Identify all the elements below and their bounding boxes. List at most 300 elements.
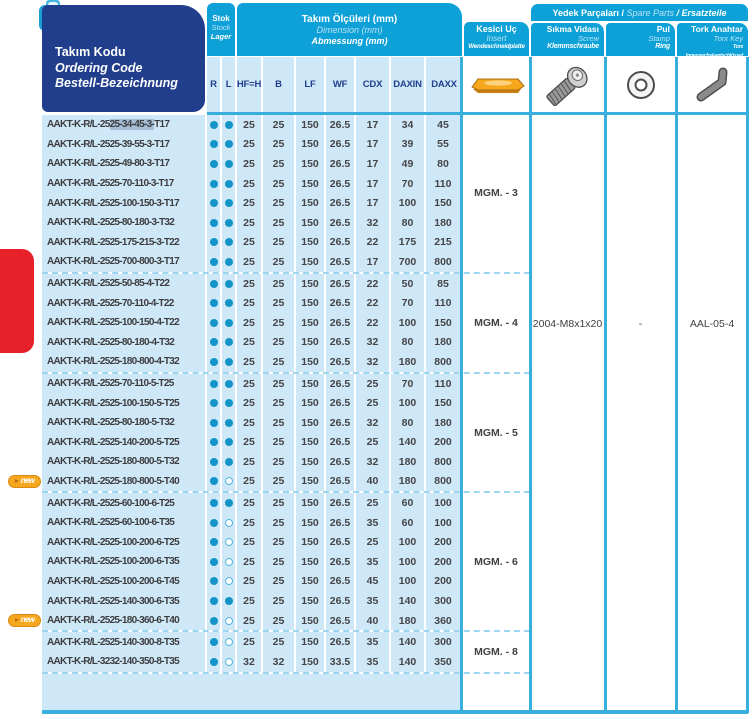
table-row [42, 135, 462, 155]
dim-value: 25 [237, 333, 263, 353]
dim-value: 150 [296, 433, 326, 453]
stock-dot-r [210, 519, 218, 527]
dim-value: 25 [237, 493, 263, 513]
stamp-label-en: Stamp [648, 33, 670, 43]
dim-value: 22 [356, 274, 391, 294]
stock-r-cell [207, 213, 222, 233]
stock-dot-r [210, 438, 218, 446]
stock-dot-r [210, 121, 218, 129]
dim-value: 26.5 [326, 274, 356, 294]
stock-dot-l [225, 399, 233, 407]
stock-dot-r [210, 358, 218, 366]
dim-value: 26.5 [326, 452, 356, 472]
stock-dot-r [210, 638, 218, 646]
stock-dot-r [210, 160, 218, 168]
stock-r-cell [207, 433, 222, 453]
stock-dot-l [225, 597, 233, 605]
dim-value: 150 [296, 135, 326, 155]
dim-value: 32 [356, 452, 391, 472]
stock-dot-r [210, 658, 218, 666]
stock-l-cell [222, 493, 237, 513]
dims-label-tr: Takım Ölçüleri (mm) [301, 14, 398, 25]
dim-value: 25 [263, 591, 296, 611]
table-row [42, 293, 462, 313]
table-row [42, 274, 462, 294]
ordering-code[interactable]: AAKT-K-R/L-25 25-34-45-3- T17 [42, 115, 207, 135]
stock-dot-r [210, 199, 218, 207]
dim-value: 26.5 [326, 174, 356, 194]
table-tail [42, 674, 462, 712]
dims-label-en: Dimension (mm) [316, 25, 383, 35]
stamp-label-de: Ring [655, 43, 670, 50]
table-row [42, 493, 462, 513]
dim-value: 26.5 [326, 532, 356, 552]
dim-value: 800 [426, 472, 462, 492]
table-row [42, 213, 462, 233]
dim-value: 300 [426, 632, 462, 652]
ordering-code[interactable]: AAKT-K-R/L-2525-80-180-3-T32 [42, 213, 207, 233]
dim-value: 25 [237, 532, 263, 552]
dim-value: 40 [356, 611, 391, 631]
stock-r-cell [207, 374, 222, 394]
dim-value: 26.5 [326, 313, 356, 333]
dim-value: 32 [356, 213, 391, 233]
dim-value: 140 [391, 591, 426, 611]
insert-label-en: Insert [486, 34, 507, 43]
dim-value: 25 [237, 313, 263, 333]
dim-value: 26.5 [326, 213, 356, 233]
dim-value: 100 [391, 572, 426, 592]
dim-value: 25 [237, 352, 263, 372]
stock-dot-r [210, 258, 218, 266]
column-header-cdx: CDX [356, 57, 391, 112]
dim-value: 17 [356, 193, 391, 213]
dim-value: 150 [296, 632, 326, 652]
dim-value: 25 [263, 374, 296, 394]
dim-value: 800 [426, 452, 462, 472]
stock-dot-r [210, 380, 218, 388]
stock-r-cell [207, 393, 222, 413]
table-row [42, 652, 462, 672]
group-rows [42, 115, 462, 272]
column-header-daxx: DAXX [426, 57, 462, 112]
dim-value: 300 [426, 591, 462, 611]
dim-value: 100 [391, 193, 426, 213]
ordering-code[interactable]: AAKT-K-R/L-2525-70-110-4-T22 [42, 293, 207, 313]
insert-code: MGM. - 8 [462, 632, 530, 671]
stock-dot-r [210, 299, 218, 307]
dim-value: 17 [356, 135, 391, 155]
dim-value: 32 [356, 333, 391, 353]
table-row [42, 413, 462, 433]
stock-dot-r [210, 458, 218, 466]
insert-code: MGM. - 5 [462, 374, 530, 492]
stock-dot-l [225, 358, 233, 366]
stock-r-cell [207, 572, 222, 592]
dim-value: 25 [263, 413, 296, 433]
dim-value: 45 [426, 115, 462, 135]
dim-value: 70 [391, 174, 426, 194]
dim-value: 25 [237, 174, 263, 194]
dim-value: 80 [391, 213, 426, 233]
table-row [42, 333, 462, 353]
dim-value: 25 [237, 374, 263, 394]
dim-value: 150 [296, 611, 326, 631]
ordering-code[interactable]: AAKT-K-R/L-2525-100-200-6-T35 [42, 552, 207, 572]
ordering-code[interactable]: AAKT-K-R/L-2525-140-200-5-T25 [42, 433, 207, 453]
stock-dot-l [225, 558, 233, 566]
stock-dot-r [210, 499, 218, 507]
ordering-code[interactable]: AAKT-K-R/L-2525-140-300-6-T35 [42, 591, 207, 611]
screw-value: 2004-M8x1x20 [532, 318, 603, 330]
dim-value: 32 [356, 413, 391, 433]
dim-value: 26.5 [326, 552, 356, 572]
stock-l-cell [222, 193, 237, 213]
dim-value: 25 [237, 413, 263, 433]
dim-value: 25 [263, 513, 296, 533]
new-badge-label: new [20, 476, 35, 486]
stock-r-cell [207, 472, 222, 492]
dim-value: 215 [426, 233, 462, 253]
dim-value: 26.5 [326, 393, 356, 413]
table-row [42, 552, 462, 572]
stock-l-cell [222, 352, 237, 372]
stock-l-cell [222, 374, 237, 394]
dim-value: 25 [263, 313, 296, 333]
stock-l-cell [222, 413, 237, 433]
torx-value: AAL-05-4 [689, 318, 735, 330]
stock-l-cell [222, 154, 237, 174]
stock-l-cell [222, 552, 237, 572]
stock-l-cell [222, 115, 237, 135]
ordering-code[interactable]: AAKT-K-R/L-3232-140-350-8-T35 [42, 652, 207, 672]
ordering-code[interactable]: AAKT-K-R/L-2525-100-150-3-T17 [42, 193, 207, 213]
group-rows [20, 493, 462, 630]
group-rows [42, 632, 462, 671]
stock-dot-l [225, 519, 233, 527]
dim-value: 32 [263, 652, 296, 672]
table-row [42, 193, 462, 213]
dim-value: 140 [391, 652, 426, 672]
dim-value: 700 [391, 252, 426, 272]
stock-l-cell [222, 393, 237, 413]
stock-dot-l [225, 299, 233, 307]
dim-value: 60 [391, 513, 426, 533]
spare-parts-band [531, 4, 748, 21]
dim-value: 85 [426, 274, 462, 294]
torx-label-de: Torx Innensechskantschlüssel [685, 44, 743, 56]
dim-value: 25 [356, 493, 391, 513]
dim-value: 25 [263, 352, 296, 372]
dim-value: 25 [263, 213, 296, 233]
dim-value: 150 [426, 193, 462, 213]
dim-value: 80 [391, 413, 426, 433]
stock-dot-l [225, 458, 233, 466]
stock-l-cell [222, 572, 237, 592]
stock-dot-l [225, 180, 233, 188]
stock-dot-l [225, 338, 233, 346]
header-title-en: Ordering Code [55, 60, 143, 75]
stock-l-cell [222, 274, 237, 294]
dim-value: 25 [237, 572, 263, 592]
dim-value: 25 [356, 433, 391, 453]
stock-l-cell [222, 174, 237, 194]
stock-dot-r [210, 617, 218, 625]
dim-value: 150 [296, 493, 326, 513]
stock-r-cell [207, 352, 222, 372]
stock-r-cell [207, 233, 222, 253]
ordering-code[interactable]: AAKT-K-R/L-2525-70-110-3-T17 [42, 174, 207, 194]
dim-value: 39 [391, 135, 426, 155]
washer-ring-icon [605, 57, 676, 112]
dim-value: 25 [356, 393, 391, 413]
ordering-code[interactable]: AAKT-K-R/L-2525-100-150-5-T25 [42, 393, 207, 413]
torx-header [677, 23, 748, 56]
dim-value: 25 [263, 572, 296, 592]
ordering-code[interactable]: AAKT-K-R/L-2525-100-200-6-T25 [42, 532, 207, 552]
stock-l-cell [222, 532, 237, 552]
ordering-code[interactable]: AAKT-K-R/L-2525-180-800-5-T32 [42, 452, 207, 472]
table-row [42, 313, 462, 333]
dim-value: 26.5 [326, 252, 356, 272]
table-row [42, 352, 462, 372]
ordering-code[interactable]: AAKT-K-R/L-2525-180-800-4-T32 [42, 352, 207, 372]
ordering-code[interactable]: AAKT-K-R/L-2525-60-100-6-T25 [42, 493, 207, 513]
insert-code: MGM. - 4 [462, 274, 530, 372]
stock-dot-r [210, 577, 218, 585]
stock-dot-l [225, 380, 233, 388]
stock-dot-r [210, 538, 218, 546]
dim-value: 25 [237, 252, 263, 272]
dim-value: 26.5 [326, 413, 356, 433]
spare-part-values [530, 314, 748, 334]
table-row [42, 452, 462, 472]
group-rows [42, 274, 462, 372]
dim-value: 25 [263, 174, 296, 194]
stock-label-de: Lager [210, 32, 232, 41]
dim-value: 35 [356, 632, 391, 652]
stock-r-cell [207, 174, 222, 194]
dim-value: 140 [391, 433, 426, 453]
dim-value: 25 [263, 433, 296, 453]
dim-value: 25 [237, 433, 263, 453]
ordering-code[interactable]: AAKT-K-R/L-2525-60-100-6-T35 [42, 513, 207, 533]
dim-value: 150 [296, 213, 326, 233]
stock-dot-l [225, 219, 233, 227]
stock-r-cell [207, 154, 222, 174]
ordering-code[interactable]: AAKT-K-R/L-2525-80-180-4-T32 [42, 333, 207, 353]
column-header-wf: WF [326, 57, 356, 112]
dim-value: 150 [296, 572, 326, 592]
new-badge [8, 614, 41, 627]
grid-line-v2 [529, 57, 532, 713]
dim-value: 150 [296, 552, 326, 572]
stock-l-cell [222, 611, 237, 631]
ordering-code[interactable]: AAKT-K-R/L-2525-175-215-3-T22 [42, 233, 207, 253]
spare-band-en: Spare Parts [626, 7, 675, 18]
dim-value: 110 [426, 174, 462, 194]
dim-value: 25 [263, 452, 296, 472]
dimensions-header [237, 3, 462, 56]
ordering-code[interactable]: AAKT-K-R/L-2525-50-85-4-T22 [42, 274, 207, 294]
dim-value: 25 [237, 135, 263, 155]
new-badge-arrow-icon [15, 479, 19, 483]
dim-value: 25 [237, 591, 263, 611]
table-row [42, 532, 462, 552]
new-badge-arrow-icon [15, 618, 19, 622]
stock-dot-l [225, 499, 233, 507]
stock-label-en: Stock [211, 23, 231, 32]
dim-value: 150 [296, 413, 326, 433]
ordering-code[interactable]: new AAKT-K-R/L-2525-180-360-6-T40 [42, 611, 207, 631]
dim-value: 200 [426, 532, 462, 552]
dim-value: 25 [263, 293, 296, 313]
ordering-code[interactable]: AAKT-K-R/L-2525-80-180-5-T32 [42, 413, 207, 433]
dim-value: 22 [356, 293, 391, 313]
dim-value: 25 [263, 611, 296, 631]
dim-value: 150 [296, 233, 326, 253]
dim-value: 25 [237, 293, 263, 313]
dim-value: 17 [356, 174, 391, 194]
table-group [42, 274, 530, 374]
spare-band-de: / Ersatzteile [674, 7, 727, 18]
dim-value: 50 [391, 274, 426, 294]
stock-r-cell [207, 532, 222, 552]
dim-value: 26.5 [326, 115, 356, 135]
ordering-code[interactable]: AAKT-K-R/L-2525-700-800-3-T17 [42, 252, 207, 272]
dim-value: 34 [391, 115, 426, 135]
stock-dot-r [210, 319, 218, 327]
stock-r-cell [207, 274, 222, 294]
table-row [42, 632, 462, 652]
stock-dot-l [225, 280, 233, 288]
stock-dot-l [225, 121, 233, 129]
table-row [42, 513, 462, 533]
dim-value: 200 [426, 552, 462, 572]
column-headers [207, 57, 462, 112]
dim-value: 35 [356, 591, 391, 611]
table-row [42, 393, 462, 413]
spare-band-tr: Yedek Parçaları / [552, 7, 627, 18]
stock-l-cell [222, 293, 237, 313]
stock-dot-r [210, 238, 218, 246]
dim-value: 150 [296, 472, 326, 492]
ordering-code[interactable]: AAKT-K-R/L-2525-100-150-4-T22 [42, 313, 207, 333]
stock-r-cell [207, 135, 222, 155]
dim-value: 25 [263, 193, 296, 213]
dim-value: 180 [426, 333, 462, 353]
stock-l-cell [222, 452, 237, 472]
stock-dot-l [225, 477, 233, 485]
column-header-r: R [207, 57, 222, 112]
stock-dot-r [210, 140, 218, 148]
stock-dot-r [210, 219, 218, 227]
dim-value: 150 [426, 313, 462, 333]
dim-value: 17 [356, 154, 391, 174]
dim-value: 33.5 [326, 652, 356, 672]
ordering-code[interactable]: AAKT-K-R/L-2525-140-300-8-T35 [42, 632, 207, 652]
stock-r-cell [207, 452, 222, 472]
dim-value: 25 [237, 632, 263, 652]
dim-value: 25 [263, 135, 296, 155]
ordering-code[interactable]: AAKT-K-R/L-2525-100-200-6-T45 [42, 572, 207, 592]
stock-dot-l [225, 638, 233, 646]
ordering-code[interactable]: AAKT-K-R/L-2525-49-80-3-T17 [42, 154, 207, 174]
dim-value: 180 [426, 413, 462, 433]
dim-value: 150 [296, 293, 326, 313]
dim-value: 25 [263, 274, 296, 294]
table-row [42, 374, 462, 394]
dim-value: 180 [391, 352, 426, 372]
dim-value: 25 [263, 333, 296, 353]
grid-line-bottom [42, 710, 748, 714]
screw-header [531, 23, 604, 56]
dim-value: 35 [356, 552, 391, 572]
dim-value: 26.5 [326, 333, 356, 353]
dim-value: 25 [237, 611, 263, 631]
dim-value: 26.5 [326, 591, 356, 611]
dim-value: 100 [391, 313, 426, 333]
stock-label-tr: Stok [212, 14, 230, 23]
dim-value: 26.5 [326, 632, 356, 652]
dim-value: 22 [356, 233, 391, 253]
stamp-label-tr: Pul [656, 24, 670, 34]
ordering-code-header [42, 5, 205, 112]
dim-value: 25 [263, 532, 296, 552]
dim-value: 25 [237, 472, 263, 492]
torx-label-en: Torx Key [713, 33, 743, 43]
table-group [42, 115, 530, 274]
stock-dot-r [210, 180, 218, 188]
ordering-code[interactable]: new AAKT-K-R/L-2525-180-800-5-T40 [42, 472, 207, 492]
dim-value: 150 [296, 532, 326, 552]
table-row [42, 252, 462, 272]
dim-value: 25 [263, 632, 296, 652]
dim-value: 25 [237, 274, 263, 294]
stock-l-cell [222, 472, 237, 492]
catalog-table-body [20, 115, 530, 712]
dim-value: 100 [426, 513, 462, 533]
dim-value: 150 [296, 274, 326, 294]
stock-dot-r [210, 338, 218, 346]
dim-value: 26.5 [326, 572, 356, 592]
stock-r-cell [207, 552, 222, 572]
dim-value: 17 [356, 252, 391, 272]
stock-dot-r [210, 597, 218, 605]
table-group [42, 632, 530, 673]
dim-value: 100 [391, 552, 426, 572]
dim-value: 150 [296, 193, 326, 213]
dim-value: 100 [426, 493, 462, 513]
dim-value: 25 [263, 552, 296, 572]
stock-dot-l [225, 319, 233, 327]
dim-value: 25 [237, 115, 263, 135]
dim-value: 60 [391, 493, 426, 513]
dim-value: 100 [391, 393, 426, 413]
ordering-code[interactable]: AAKT-K-R/L-2525-39-55-3-T17 [42, 135, 207, 155]
stock-dot-l [225, 438, 233, 446]
ordering-code[interactable]: AAKT-K-R/L-2525-70-110-5-T25 [42, 374, 207, 394]
column-header-daxin: DAXIN [391, 57, 426, 112]
dim-value: 26.5 [326, 233, 356, 253]
clamping-screw-icon [530, 57, 605, 112]
dim-value: 25 [263, 115, 296, 135]
insert-header [464, 22, 529, 56]
dim-value: 45 [356, 572, 391, 592]
page-index-tab [0, 249, 34, 353]
dim-value: 150 [296, 115, 326, 135]
dim-value: 140 [391, 632, 426, 652]
